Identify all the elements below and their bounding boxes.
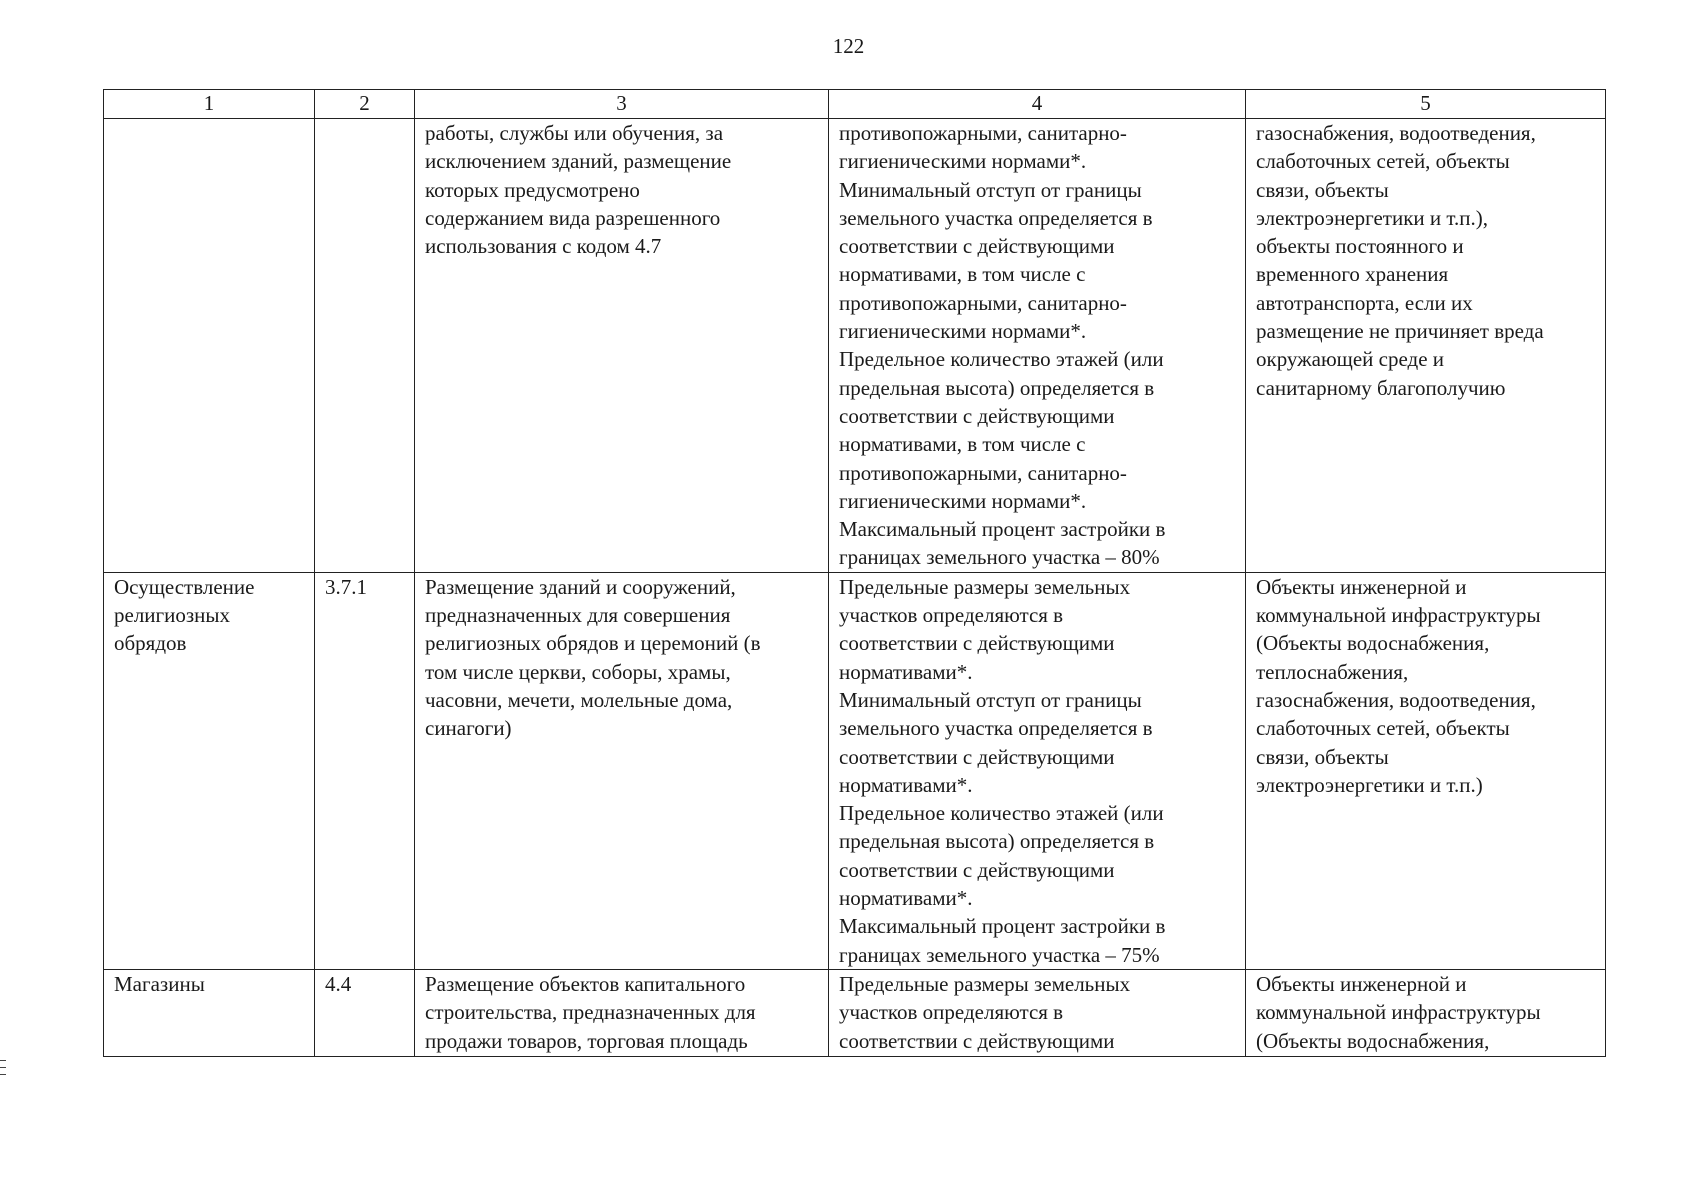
parameters-cell <box>829 969 1246 1056</box>
cell-text-line: окружающей среде и <box>1256 347 1445 372</box>
cell-text-line: 3.7.1 <box>325 574 367 599</box>
cell-text-line: Магазины <box>114 971 205 996</box>
cell-text-line: гигиеническими нормами*. <box>839 149 1087 174</box>
cell-text-line: религиозных <box>114 603 231 628</box>
cell-text-line: строительства, предназначенных для <box>425 1000 756 1025</box>
cell-text-line: соответствии с действующими <box>839 631 1115 656</box>
column-header: 2 <box>315 90 415 119</box>
cell-text-line: противопожарными, санитарно- <box>839 121 1127 145</box>
column-header: 5 <box>1246 90 1606 119</box>
auxiliary-objects-cell <box>1246 119 1606 573</box>
cell-text-line: Осуществление <box>114 574 255 599</box>
parameters-cell <box>829 119 1246 573</box>
cell-text-line: санитарному благополучию <box>1256 375 1506 400</box>
cell-text-line: предельная высота) определяется в <box>839 829 1155 854</box>
cell-text-line: гигиеническими нормами*. <box>839 319 1087 344</box>
cell-text-line: обрядов <box>114 631 187 656</box>
cell-text-line: использования с кодом 4.7 <box>425 234 662 259</box>
cell-text-line: Размещение объектов капитального <box>425 971 746 996</box>
table-row <box>104 969 1606 1056</box>
cell-text-line: коммунальной инфраструктуры <box>1256 603 1541 628</box>
cell-text-line: электроэнергетики и т.п.), <box>1256 205 1488 230</box>
cell-text-line: нормативами*. <box>839 772 973 797</box>
cell-text-line: соответствии с действующими <box>839 857 1115 882</box>
cell-text-line: Максимальный процент застройки в <box>839 517 1166 542</box>
cell-text-line: земельного участка определяется в <box>839 716 1153 741</box>
code-cell <box>315 572 415 969</box>
cell-text-line: исключением зданий, размещение <box>425 149 732 174</box>
cell-text-line: часовни, мечети, молельные дома, <box>425 687 733 712</box>
cell-text-line: (Объекты водоснабжения, <box>1256 1028 1490 1053</box>
cell-text-line: Минимальный отступ от границы <box>839 687 1142 712</box>
cell-text-line: которых предусмотрено <box>425 177 640 202</box>
page-number: 122 <box>832 34 865 58</box>
cell-text-line: Объекты инженерной и <box>1256 971 1467 996</box>
cell-text-line: электроэнергетики и т.п.) <box>1256 772 1483 797</box>
cell-text-line: газоснабжения, водоотведения, <box>1256 121 1536 145</box>
description-cell <box>415 119 829 573</box>
description-cell <box>415 572 829 969</box>
cell-text-line: нормативами*. <box>839 659 973 684</box>
parameters-cell <box>829 572 1246 969</box>
cell-text-line: Размещение зданий и сооружений, <box>425 574 736 599</box>
table-row <box>104 572 1606 969</box>
cell-text-line: слаботочных сетей, объекты <box>1256 149 1510 174</box>
cell-text-line: участков определяются в <box>839 603 1064 628</box>
column-header: 3 <box>415 90 829 119</box>
code-cell <box>315 969 415 1056</box>
cell-text-line: нормативами, в том числе с <box>839 262 1086 287</box>
cell-text-line: теплоснабжения, <box>1256 659 1409 684</box>
cell-text-line: участков определяются в <box>839 1000 1064 1025</box>
cell-text-line: том числе церкви, соборы, храмы, <box>425 659 731 684</box>
cell-text-line: противопожарными, санитарно- <box>839 290 1127 315</box>
use-name-cell <box>104 969 315 1056</box>
cell-text-line: религиозных обрядов и церемоний (в <box>425 631 761 656</box>
margin-marks <box>0 1060 6 1081</box>
cell-text-line: размещение не причиняет вреда <box>1256 319 1544 344</box>
cell-text-line: Максимальный процент застройки в <box>839 914 1166 939</box>
cell-text-line: объекты постоянного и <box>1256 234 1464 259</box>
regulations-table <box>103 89 1606 1057</box>
cell-text-line: предназначенных для совершения <box>425 603 731 628</box>
cell-text-line: соответствии с действующими <box>839 234 1115 259</box>
use-name-cell <box>104 572 315 969</box>
cell-text-line: нормативами*. <box>839 886 973 911</box>
cell-text-line: Предельное количество этажей (или <box>839 347 1164 372</box>
cell-text-line: гигиеническими нормами*. <box>839 488 1087 513</box>
column-header: 1 <box>104 90 315 119</box>
cell-text-line: земельного участка определяется в <box>839 205 1153 230</box>
cell-text-line: слаботочных сетей, объекты <box>1256 716 1510 741</box>
cell-text-line: работы, службы или обучения, за <box>425 121 724 145</box>
cell-text-line: Минимальный отступ от границы <box>839 177 1142 202</box>
cell-text-line: Объекты инженерной и <box>1256 574 1467 599</box>
cell-text-line: границах земельного участка – 80% <box>839 545 1160 570</box>
cell-text-line: содержанием вида разрешенного <box>425 205 721 230</box>
table-row <box>104 119 1606 573</box>
column-header: 4 <box>829 90 1246 119</box>
cell-text-line: связи, объекты <box>1256 177 1389 202</box>
cell-text-line: границах земельного участка – 75% <box>839 942 1160 967</box>
cell-text-line: (Объекты водоснабжения, <box>1256 631 1490 656</box>
cell-text-line: связи, объекты <box>1256 744 1389 769</box>
cell-text-line: противопожарными, санитарно- <box>839 460 1127 485</box>
code-cell <box>315 119 415 573</box>
cell-text-line: Предельные размеры земельных <box>839 574 1131 599</box>
auxiliary-objects-cell <box>1246 572 1606 969</box>
cell-text-line: Предельное количество этажей (или <box>839 801 1164 826</box>
cell-text-line: Предельные размеры земельных <box>839 971 1131 996</box>
cell-text-line: 4.4 <box>325 971 352 996</box>
cell-text-line: предельная высота) определяется в <box>839 375 1155 400</box>
table-header-row <box>104 90 1606 119</box>
auxiliary-objects-cell <box>1246 969 1606 1056</box>
cell-text-line: соответствии с действующими <box>839 744 1115 769</box>
cell-text-line: газоснабжения, водоотведения, <box>1256 687 1536 712</box>
cell-text-line: коммунальной инфраструктуры <box>1256 1000 1541 1025</box>
cell-text-line: продажи товаров, торговая площадь <box>425 1028 748 1053</box>
cell-text-line: соответствии с действующими <box>839 403 1115 428</box>
cell-text-line: временного хранения <box>1256 262 1449 287</box>
description-cell <box>415 969 829 1056</box>
use-name-cell <box>104 119 315 573</box>
cell-text-line: нормативами, в том числе с <box>839 432 1086 457</box>
cell-text-line: соответствии с действующими <box>839 1028 1115 1053</box>
cell-text-line: автотранспорта, если их <box>1256 290 1473 315</box>
cell-text-line: синагоги) <box>425 716 512 741</box>
